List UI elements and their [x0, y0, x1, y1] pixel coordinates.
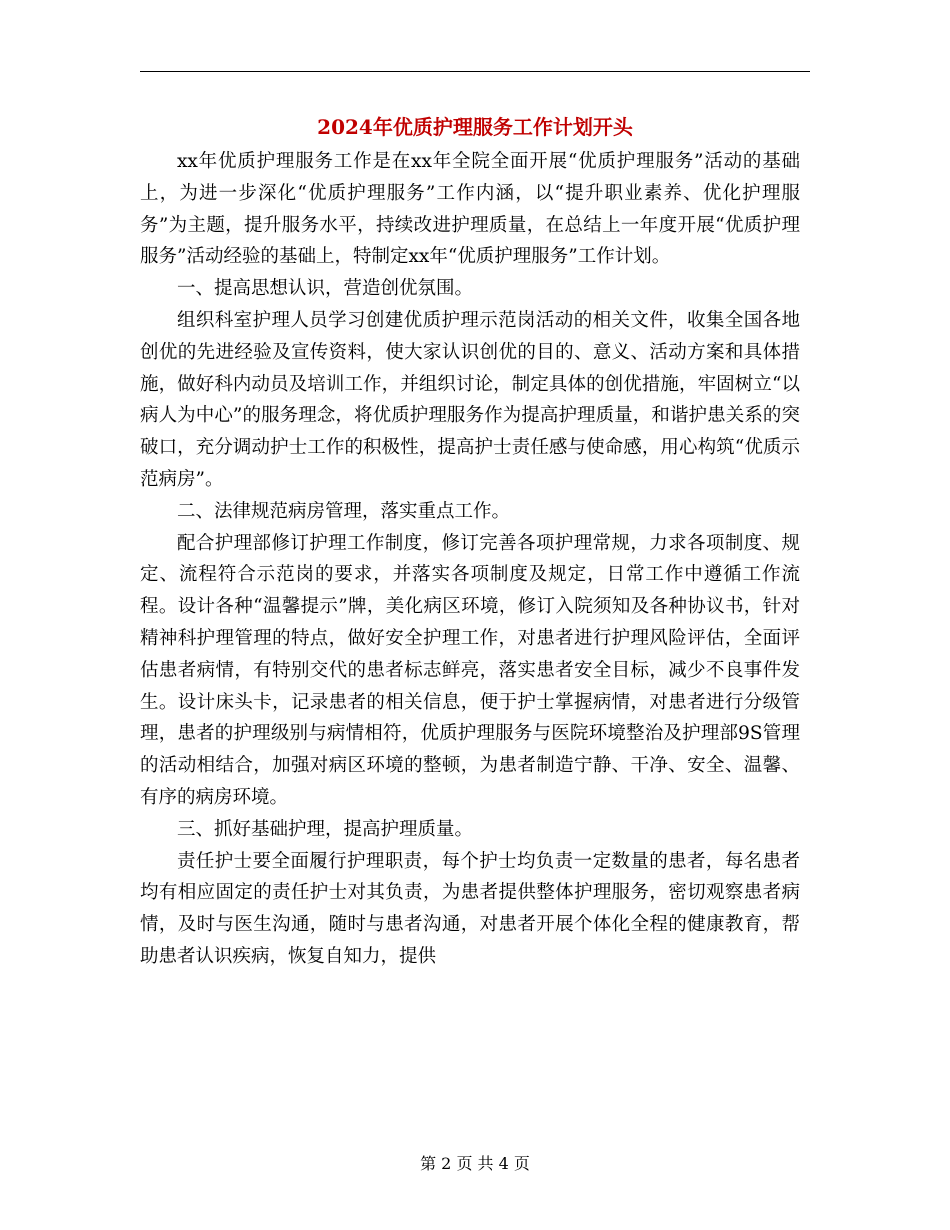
page-number-footer: 第 2 页 共 4 页 [420, 1154, 530, 1173]
paragraph-intro: xx年优质护理服务工作是在xx年全院全面开展“优质护理服务”活动的基础上，为进一步深化“优质护理服务”工作内涵，以“提升职业素养、优化护理服务”为主题，提升服务水平，持续改进护理质量，在总结上一年度开展“优质护理服务”活动经验的基础上，特制定xx年“优质护理服务”工作计划。 [140, 151, 800, 268]
paragraph-section-1: 组织科室护理人员学习创建优质护理示范岗活动的相关文件，收集全国各地创优的先进经验及宣传资料，使大家认识创优的目的、意义、活动方案和具体措施，做好科内动员及培训工作，并组织讨论，制定具体的创优措施，牢固树立“以病人为中心”的服务理念，将优质护理服务作为提高护理质量，和谐护患关系的突破口，充分调动护士工作的积极性，提高护士责任感与使命感，用心构筑“优质示范病房”。 [140, 309, 800, 490]
section-heading-2: 二、法律规范病房管理，落实重点工作。 [177, 500, 511, 522]
header-rule [140, 71, 810, 72]
paragraph-section-3: 责任护士要全面履行护理职责，每个护士均负责一定数量的患者，每名患者均有相应固定的责任护士对其负责，为患者提供整体护理服务，密切观察患者病情，及时与医生沟通，随时与患者沟通，对患者开展个体化全程的健康教育，帮助患者认识疾病，恢复自知力，提供 [140, 850, 800, 967]
paragraph-section-2: 配合护理部修订护理工作制度，修订完善各项护理常规，力求各项制度、规定、流程符合示范岗的要求，并落实各项制度及规定，日常工作中遵循工作流程。设计各种“温馨提示”牌，美化病区环境，修订入院须知及各种协议书，针对精神科护理管理的特点，做好安全护理工作，对患者进行护理风险评估，全面评估患者病情，有特别交代的患者标志鲜亮，落实患者安全目标，减少不良事件发生。设计床头卡，记录患者的相关信息，便于护士掌握病情，对患者进行分级管理，患者的护理级别与病情相符，优质护理服务与医院环境整治及护理部9S管理的活动相结合，加强对病区环境的整顿，为患者制造宁静、干净、安全、温馨、有序的病房环境。 [140, 532, 800, 808]
section-heading-3: 三、抓好基础护理，提高护理质量。 [177, 818, 474, 840]
section-heading-1: 一、提高思想认识，营造创优氛围。 [177, 278, 474, 300]
document-title: 2024年优质护理服务工作计划开头 [317, 115, 633, 139]
document-body [140, 146, 800, 973]
